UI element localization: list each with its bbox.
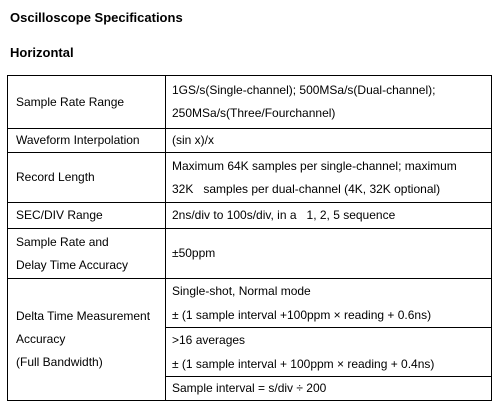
table-row bbox=[8, 153, 492, 203]
spec-label-line: Sample Rate and bbox=[16, 234, 109, 249]
spec-value-single-shot-mode: Single-shot, Normal mode bbox=[166, 279, 492, 304]
spec-label-delta-time-accuracy bbox=[8, 279, 166, 401]
section-title-horizontal: Horizontal bbox=[10, 45, 74, 60]
spec-label-line: Accuracy bbox=[16, 332, 66, 346]
spec-label-line: Delay Time Accuracy bbox=[16, 257, 129, 272]
spec-value-waveform-interpolation: (sin x)/x bbox=[166, 129, 492, 153]
spec-value-line: 1GS/s(Single-channel); 500MSa/s(Dual-channel); bbox=[172, 83, 436, 97]
spec-value-sample-interval: Sample interval = s/div ÷ 200 bbox=[166, 377, 492, 401]
spec-label-sample-rate-delay-accuracy bbox=[8, 229, 166, 279]
document-title: Oscilloscope Specifications bbox=[10, 10, 183, 25]
spec-value-sample-rate-delay-accuracy: ±50ppm bbox=[166, 229, 492, 279]
spec-value-line: 250MSa/s(Three/Fourchannel) bbox=[172, 106, 336, 120]
table-row bbox=[8, 76, 492, 129]
spec-label-record-length: Record Length bbox=[8, 153, 166, 203]
spec-value-averages-accuracy: ± (1 sample interval + 100ppm × reading + 0.4ns) bbox=[166, 352, 492, 377]
spec-value-record-length bbox=[166, 153, 492, 203]
spec-label-sec-div-range: SEC/DIV Range bbox=[8, 203, 166, 229]
spec-value-line: Maximum 64K samples per single-channel; maximum bbox=[172, 158, 457, 173]
horizontal-spec-table bbox=[7, 75, 492, 401]
spec-label-sample-rate-range: Sample Rate Range bbox=[8, 76, 166, 129]
table-row bbox=[8, 279, 492, 304]
table-row bbox=[8, 129, 492, 153]
spec-value-averages-mode: >16 averages bbox=[166, 328, 492, 353]
spec-label-line: Delta Time Measurement bbox=[16, 309, 151, 323]
table-row bbox=[8, 203, 492, 229]
spec-value-sec-div-range: 2ns/div to 100s/div, in a 1, 2, 5 sequence bbox=[166, 203, 492, 229]
spec-label-waveform-interpolation: Waveform Interpolation bbox=[8, 129, 166, 153]
spec-value-line: 32K samples per dual-channel (4K, 32K optional) bbox=[172, 181, 441, 196]
table-row bbox=[8, 229, 492, 279]
spec-label-line: (Full Bandwidth) bbox=[16, 355, 103, 369]
spec-value-sample-rate-range bbox=[166, 76, 492, 129]
spec-value-single-shot-accuracy: ± (1 sample interval +100ppm × reading + 0.6ns) bbox=[166, 303, 492, 328]
